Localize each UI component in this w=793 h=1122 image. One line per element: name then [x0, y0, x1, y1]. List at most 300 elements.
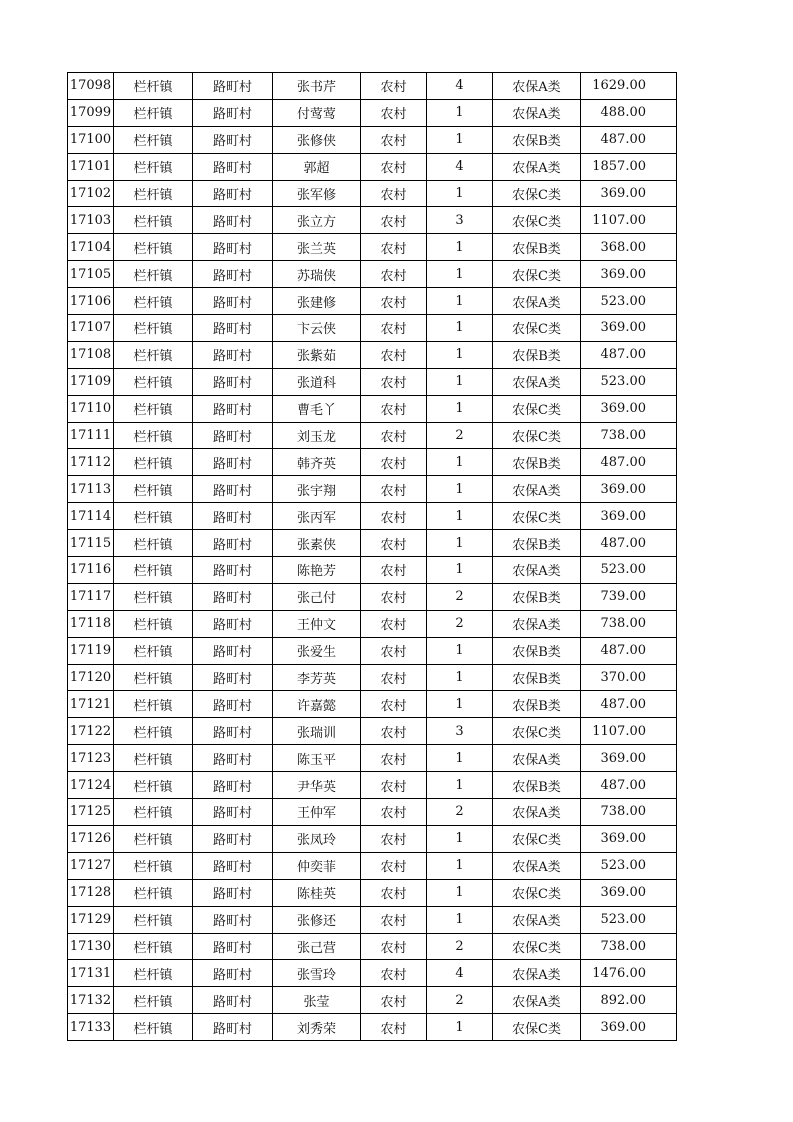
cell-town: 栏杆镇	[114, 583, 193, 610]
cell-town: 栏杆镇	[114, 395, 193, 422]
cell-amount: 1476.00	[581, 960, 677, 987]
cell-name: 曹毛丫	[273, 395, 361, 422]
cell-name: 苏瑞侠	[273, 261, 361, 288]
cell-household-type: 农村	[361, 637, 427, 664]
cell-town: 栏杆镇	[114, 852, 193, 879]
cell-household-type: 农村	[361, 153, 427, 180]
cell-id: 17125	[68, 799, 114, 826]
cell-count: 1	[427, 637, 493, 664]
cell-id: 17131	[68, 960, 114, 987]
cell-amount: 738.00	[581, 799, 677, 826]
cell-name: 张道科	[273, 368, 361, 395]
cell-name: 王仲文	[273, 610, 361, 637]
cell-category: 农保C类	[493, 718, 581, 745]
cell-category: 农保B类	[493, 583, 581, 610]
table-row	[68, 879, 677, 906]
cell-count: 1	[427, 449, 493, 476]
cell-amount: 1629.00	[581, 73, 677, 100]
cell-town: 栏杆镇	[114, 960, 193, 987]
cell-category: 农保B类	[493, 530, 581, 557]
cell-count: 1	[427, 852, 493, 879]
cell-amount: 738.00	[581, 422, 677, 449]
cell-town: 栏杆镇	[114, 234, 193, 261]
cell-amount: 369.00	[581, 503, 677, 530]
cell-town: 栏杆镇	[114, 933, 193, 960]
cell-id: 17133	[68, 1014, 114, 1041]
cell-household-type: 农村	[361, 530, 427, 557]
cell-name: 张己营	[273, 933, 361, 960]
cell-id: 17122	[68, 718, 114, 745]
cell-household-type: 农村	[361, 691, 427, 718]
cell-town: 栏杆镇	[114, 449, 193, 476]
cell-household-type: 农村	[361, 718, 427, 745]
roster-table	[67, 72, 677, 1041]
cell-household-type: 农村	[361, 315, 427, 342]
cell-count: 2	[427, 933, 493, 960]
cell-town: 栏杆镇	[114, 341, 193, 368]
cell-name: 尹华英	[273, 772, 361, 799]
cell-amount: 1107.00	[581, 718, 677, 745]
table-row	[68, 825, 677, 852]
cell-name: 张建修	[273, 288, 361, 315]
cell-category: 农保C类	[493, 395, 581, 422]
cell-name: 张雪玲	[273, 960, 361, 987]
cell-village: 路町村	[193, 557, 273, 584]
cell-village: 路町村	[193, 825, 273, 852]
cell-household-type: 农村	[361, 395, 427, 422]
cell-count: 1	[427, 368, 493, 395]
cell-category: 农保B类	[493, 637, 581, 664]
cell-category: 农保A类	[493, 557, 581, 584]
cell-amount: 523.00	[581, 852, 677, 879]
cell-id: 17108	[68, 341, 114, 368]
cell-household-type: 农村	[361, 449, 427, 476]
cell-count: 3	[427, 718, 493, 745]
cell-category: 农保A类	[493, 153, 581, 180]
cell-household-type: 农村	[361, 476, 427, 503]
table-row	[68, 610, 677, 637]
table-row	[68, 852, 677, 879]
cell-category: 农保A类	[493, 99, 581, 126]
cell-town: 栏杆镇	[114, 664, 193, 691]
cell-village: 路町村	[193, 530, 273, 557]
cell-name: 张瑞训	[273, 718, 361, 745]
cell-category: 农保C类	[493, 207, 581, 234]
cell-name: 仲奕菲	[273, 852, 361, 879]
cell-count: 1	[427, 745, 493, 772]
cell-household-type: 农村	[361, 503, 427, 530]
cell-household-type: 农村	[361, 745, 427, 772]
cell-village: 路町村	[193, 341, 273, 368]
cell-name: 陈玉平	[273, 745, 361, 772]
cell-household-type: 农村	[361, 987, 427, 1014]
cell-count: 4	[427, 73, 493, 100]
cell-count: 2	[427, 610, 493, 637]
cell-amount: 487.00	[581, 691, 677, 718]
cell-town: 栏杆镇	[114, 99, 193, 126]
cell-village: 路町村	[193, 368, 273, 395]
cell-category: 农保C类	[493, 261, 581, 288]
cell-town: 栏杆镇	[114, 153, 193, 180]
cell-town: 栏杆镇	[114, 261, 193, 288]
table-row	[68, 583, 677, 610]
cell-category: 农保A类	[493, 288, 581, 315]
cell-village: 路町村	[193, 906, 273, 933]
cell-village: 路町村	[193, 261, 273, 288]
table-row	[68, 126, 677, 153]
cell-town: 栏杆镇	[114, 745, 193, 772]
table-row	[68, 745, 677, 772]
cell-category: 农保A类	[493, 745, 581, 772]
cell-name: 卞云侠	[273, 315, 361, 342]
cell-id: 17126	[68, 825, 114, 852]
cell-count: 1	[427, 180, 493, 207]
cell-id: 17130	[68, 933, 114, 960]
cell-village: 路町村	[193, 207, 273, 234]
cell-household-type: 农村	[361, 557, 427, 584]
cell-count: 1	[427, 503, 493, 530]
cell-village: 路町村	[193, 799, 273, 826]
cell-count: 1	[427, 395, 493, 422]
cell-amount: 487.00	[581, 341, 677, 368]
cell-category: 农保C类	[493, 879, 581, 906]
cell-count: 1	[427, 691, 493, 718]
table-row	[68, 449, 677, 476]
cell-household-type: 农村	[361, 772, 427, 799]
cell-household-type: 农村	[361, 906, 427, 933]
cell-household-type: 农村	[361, 126, 427, 153]
cell-town: 栏杆镇	[114, 987, 193, 1014]
cell-village: 路町村	[193, 718, 273, 745]
cell-town: 栏杆镇	[114, 637, 193, 664]
cell-household-type: 农村	[361, 825, 427, 852]
cell-id: 17132	[68, 987, 114, 1014]
cell-town: 栏杆镇	[114, 180, 193, 207]
cell-household-type: 农村	[361, 341, 427, 368]
cell-id: 17112	[68, 449, 114, 476]
cell-amount: 738.00	[581, 933, 677, 960]
cell-amount: 369.00	[581, 745, 677, 772]
table-row	[68, 368, 677, 395]
cell-household-type: 农村	[361, 852, 427, 879]
cell-category: 农保C类	[493, 315, 581, 342]
cell-category: 农保B类	[493, 691, 581, 718]
cell-name: 张己付	[273, 583, 361, 610]
table-row	[68, 207, 677, 234]
cell-amount: 369.00	[581, 825, 677, 852]
cell-name: 张丙军	[273, 503, 361, 530]
cell-name: 许嘉懿	[273, 691, 361, 718]
cell-id: 17118	[68, 610, 114, 637]
cell-name: 刘玉龙	[273, 422, 361, 449]
cell-town: 栏杆镇	[114, 799, 193, 826]
cell-village: 路町村	[193, 315, 273, 342]
cell-household-type: 农村	[361, 368, 427, 395]
cell-town: 栏杆镇	[114, 315, 193, 342]
cell-amount: 487.00	[581, 449, 677, 476]
cell-name: 郭超	[273, 153, 361, 180]
cell-town: 栏杆镇	[114, 1014, 193, 1041]
cell-household-type: 农村	[361, 1014, 427, 1041]
table-row	[68, 987, 677, 1014]
cell-id: 17116	[68, 557, 114, 584]
cell-category: 农保A类	[493, 610, 581, 637]
cell-id: 17127	[68, 852, 114, 879]
cell-amount: 368.00	[581, 234, 677, 261]
cell-name: 付莺莺	[273, 99, 361, 126]
cell-village: 路町村	[193, 933, 273, 960]
cell-id: 17124	[68, 772, 114, 799]
cell-amount: 370.00	[581, 664, 677, 691]
cell-count: 1	[427, 126, 493, 153]
cell-category: 农保B类	[493, 449, 581, 476]
cell-id: 17111	[68, 422, 114, 449]
cell-town: 栏杆镇	[114, 476, 193, 503]
table-row	[68, 315, 677, 342]
cell-household-type: 农村	[361, 960, 427, 987]
cell-id: 17129	[68, 906, 114, 933]
cell-household-type: 农村	[361, 610, 427, 637]
cell-count: 1	[427, 906, 493, 933]
cell-village: 路町村	[193, 664, 273, 691]
cell-amount: 523.00	[581, 557, 677, 584]
cell-name: 张修还	[273, 906, 361, 933]
cell-town: 栏杆镇	[114, 557, 193, 584]
cell-category: 农保B类	[493, 341, 581, 368]
cell-name: 张莹	[273, 987, 361, 1014]
cell-village: 路町村	[193, 449, 273, 476]
cell-count: 1	[427, 315, 493, 342]
cell-village: 路町村	[193, 772, 273, 799]
table-row	[68, 422, 677, 449]
cell-name: 张宇翔	[273, 476, 361, 503]
cell-amount: 369.00	[581, 395, 677, 422]
table-row	[68, 99, 677, 126]
cell-id: 17099	[68, 99, 114, 126]
cell-town: 栏杆镇	[114, 368, 193, 395]
cell-village: 路町村	[193, 960, 273, 987]
cell-amount: 369.00	[581, 180, 677, 207]
cell-village: 路町村	[193, 691, 273, 718]
cell-id: 17098	[68, 73, 114, 100]
table-row	[68, 180, 677, 207]
cell-count: 1	[427, 530, 493, 557]
cell-name: 张凤玲	[273, 825, 361, 852]
table-row	[68, 395, 677, 422]
cell-village: 路町村	[193, 99, 273, 126]
cell-village: 路町村	[193, 395, 273, 422]
cell-category: 农保A类	[493, 987, 581, 1014]
cell-name: 王仲军	[273, 799, 361, 826]
cell-village: 路町村	[193, 180, 273, 207]
cell-household-type: 农村	[361, 583, 427, 610]
cell-count: 1	[427, 772, 493, 799]
cell-amount: 487.00	[581, 637, 677, 664]
cell-name: 陈艳芳	[273, 557, 361, 584]
cell-count: 2	[427, 987, 493, 1014]
cell-count: 2	[427, 799, 493, 826]
table-row	[68, 234, 677, 261]
table-row	[68, 153, 677, 180]
cell-village: 路町村	[193, 610, 273, 637]
cell-amount: 892.00	[581, 987, 677, 1014]
cell-amount: 369.00	[581, 476, 677, 503]
table-row	[68, 718, 677, 745]
cell-name: 李芳英	[273, 664, 361, 691]
cell-amount: 487.00	[581, 530, 677, 557]
cell-village: 路町村	[193, 73, 273, 100]
cell-id: 17117	[68, 583, 114, 610]
cell-name: 张军修	[273, 180, 361, 207]
cell-amount: 1857.00	[581, 153, 677, 180]
cell-village: 路町村	[193, 987, 273, 1014]
cell-count: 4	[427, 153, 493, 180]
cell-count: 1	[427, 288, 493, 315]
cell-count: 1	[427, 476, 493, 503]
cell-household-type: 农村	[361, 422, 427, 449]
cell-village: 路町村	[193, 422, 273, 449]
cell-count: 3	[427, 207, 493, 234]
cell-category: 农保A类	[493, 368, 581, 395]
cell-village: 路町村	[193, 637, 273, 664]
cell-household-type: 农村	[361, 207, 427, 234]
cell-town: 栏杆镇	[114, 691, 193, 718]
cell-amount: 488.00	[581, 99, 677, 126]
cell-count: 2	[427, 422, 493, 449]
cell-town: 栏杆镇	[114, 126, 193, 153]
cell-category: 农保C类	[493, 180, 581, 207]
cell-village: 路町村	[193, 126, 273, 153]
cell-name: 张爱生	[273, 637, 361, 664]
cell-id: 17104	[68, 234, 114, 261]
cell-category: 农保C类	[493, 422, 581, 449]
cell-id: 17100	[68, 126, 114, 153]
cell-count: 1	[427, 879, 493, 906]
cell-village: 路町村	[193, 234, 273, 261]
cell-category: 农保C类	[493, 825, 581, 852]
cell-amount: 1107.00	[581, 207, 677, 234]
cell-town: 栏杆镇	[114, 288, 193, 315]
cell-id: 17123	[68, 745, 114, 772]
cell-count: 1	[427, 341, 493, 368]
cell-town: 栏杆镇	[114, 610, 193, 637]
cell-id: 17121	[68, 691, 114, 718]
cell-category: 农保B类	[493, 664, 581, 691]
cell-id: 17120	[68, 664, 114, 691]
cell-village: 路町村	[193, 503, 273, 530]
table-row	[68, 799, 677, 826]
table-row	[68, 261, 677, 288]
cell-name: 张书芹	[273, 73, 361, 100]
cell-id: 17103	[68, 207, 114, 234]
cell-household-type: 农村	[361, 73, 427, 100]
cell-village: 路町村	[193, 745, 273, 772]
cell-village: 路町村	[193, 1014, 273, 1041]
cell-category: 农保A类	[493, 852, 581, 879]
table-row	[68, 664, 677, 691]
cell-village: 路町村	[193, 476, 273, 503]
cell-id: 17105	[68, 261, 114, 288]
cell-town: 栏杆镇	[114, 422, 193, 449]
table-row	[68, 772, 677, 799]
cell-count: 2	[427, 583, 493, 610]
cell-amount: 487.00	[581, 126, 677, 153]
cell-household-type: 农村	[361, 879, 427, 906]
table-row	[68, 503, 677, 530]
cell-category: 农保C类	[493, 1014, 581, 1041]
cell-id: 17101	[68, 153, 114, 180]
cell-amount: 369.00	[581, 261, 677, 288]
cell-amount: 523.00	[581, 906, 677, 933]
cell-name: 张素侠	[273, 530, 361, 557]
cell-id: 17119	[68, 637, 114, 664]
cell-village: 路町村	[193, 583, 273, 610]
cell-town: 栏杆镇	[114, 772, 193, 799]
cell-category: 农保A类	[493, 906, 581, 933]
cell-household-type: 农村	[361, 933, 427, 960]
cell-id: 17115	[68, 530, 114, 557]
cell-count: 1	[427, 261, 493, 288]
cell-id: 17102	[68, 180, 114, 207]
table-row	[68, 637, 677, 664]
cell-village: 路町村	[193, 852, 273, 879]
cell-town: 栏杆镇	[114, 825, 193, 852]
cell-name: 韩齐英	[273, 449, 361, 476]
cell-town: 栏杆镇	[114, 906, 193, 933]
cell-name: 张兰英	[273, 234, 361, 261]
table-row	[68, 288, 677, 315]
cell-amount: 487.00	[581, 772, 677, 799]
cell-id: 17107	[68, 315, 114, 342]
roster-body	[68, 73, 677, 1041]
cell-id: 17114	[68, 503, 114, 530]
cell-town: 栏杆镇	[114, 503, 193, 530]
cell-count: 1	[427, 1014, 493, 1041]
cell-name: 陈桂英	[273, 879, 361, 906]
cell-household-type: 农村	[361, 799, 427, 826]
cell-category: 农保B类	[493, 234, 581, 261]
cell-id: 17109	[68, 368, 114, 395]
cell-town: 栏杆镇	[114, 879, 193, 906]
cell-amount: 738.00	[581, 610, 677, 637]
cell-category: 农保A类	[493, 960, 581, 987]
cell-household-type: 农村	[361, 99, 427, 126]
cell-village: 路町村	[193, 153, 273, 180]
cell-amount: 739.00	[581, 583, 677, 610]
table-row	[68, 933, 677, 960]
table-row	[68, 341, 677, 368]
cell-count: 1	[427, 234, 493, 261]
cell-id: 17128	[68, 879, 114, 906]
cell-category: 农保C类	[493, 503, 581, 530]
cell-household-type: 农村	[361, 180, 427, 207]
cell-town: 栏杆镇	[114, 207, 193, 234]
cell-category: 农保A类	[493, 799, 581, 826]
table-row	[68, 530, 677, 557]
cell-name: 张紫茹	[273, 341, 361, 368]
cell-village: 路町村	[193, 288, 273, 315]
cell-count: 1	[427, 664, 493, 691]
cell-id: 17110	[68, 395, 114, 422]
cell-name: 刘秀荣	[273, 1014, 361, 1041]
cell-household-type: 农村	[361, 288, 427, 315]
table-row	[68, 960, 677, 987]
table-row	[68, 476, 677, 503]
cell-category: 农保C类	[493, 933, 581, 960]
table-row	[68, 1014, 677, 1041]
table-row	[68, 73, 677, 100]
cell-category: 农保B类	[493, 772, 581, 799]
